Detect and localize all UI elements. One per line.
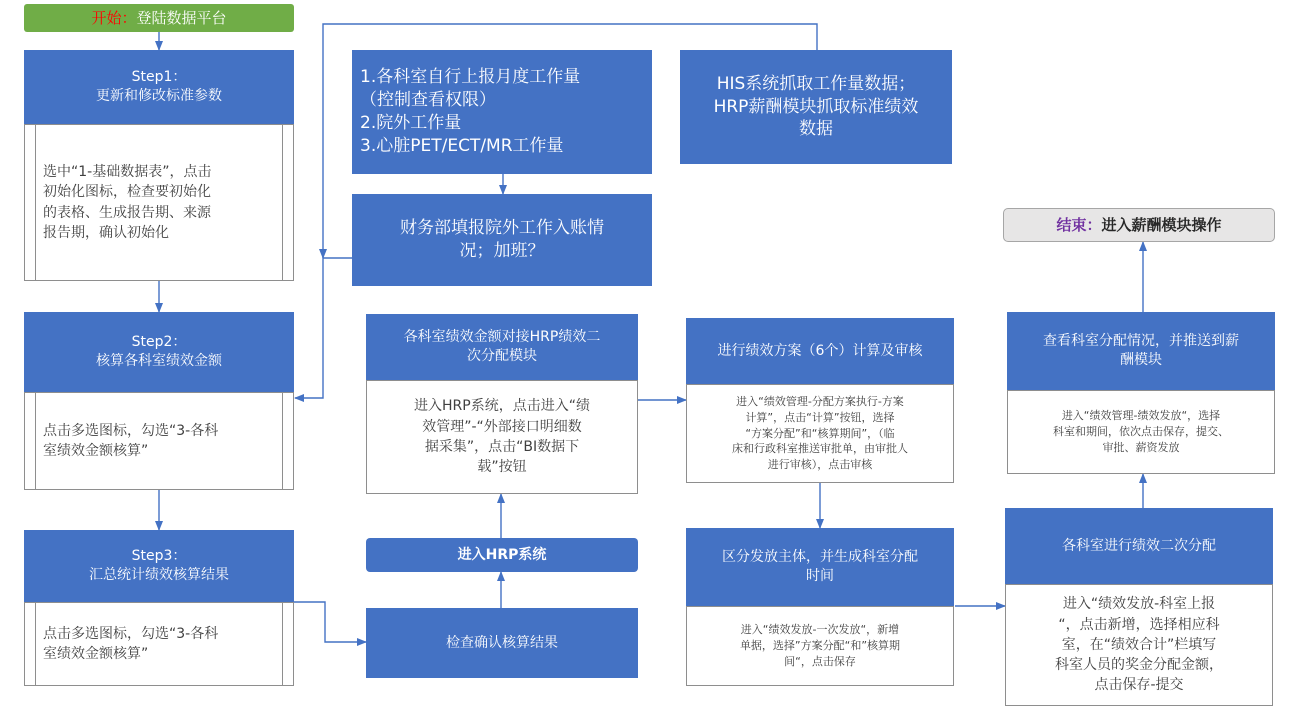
- arrow-finance-to-step2: [295, 258, 352, 398]
- hrpdock-desc-box: [366, 380, 638, 494]
- second-desc-box: [1005, 584, 1273, 706]
- step1-desc-box: [24, 124, 294, 281]
- step2-desc: 点击多选图标，勾选“3-各科 室绩效金额核算”: [43, 422, 219, 459]
- step3-desc-box: [24, 602, 294, 686]
- finance-text: 财务部填报院外工作入账情 况；加班？: [400, 218, 604, 261]
- step3-desc: 点击多选图标，勾选“3-各科 室绩效金额核算”: [43, 625, 219, 662]
- end-text: 进入薪酬模块操作: [1101, 215, 1222, 234]
- check-box: [366, 608, 638, 678]
- calc-desc-box: [686, 384, 954, 483]
- view-title: 查看科室分配情况，并推送到薪 酬模块: [1043, 333, 1239, 368]
- step3-title: Step3： 汇总统计绩效核算结果: [89, 548, 229, 583]
- hrpdock-desc: 进入HRP系统，点击进入“绩 效管理”-“外部接口明细数 据采集”，点击“BI数据下 载”按钮: [414, 398, 590, 476]
- calc-header: [686, 318, 954, 384]
- distinguish-title: 区分发放主体，并生成科室分配 时间: [722, 549, 918, 584]
- finance-box: [352, 194, 652, 286]
- his-box: [680, 50, 952, 164]
- step3-header: [24, 530, 294, 602]
- enter-hrp-box: [366, 538, 638, 572]
- start-text: 登陆数据平台: [136, 8, 227, 27]
- start-prefix: 开始：: [91, 8, 137, 27]
- start-box: [24, 4, 294, 32]
- his-text: HIS系统抓取工作量数据； HRP薪酬模块抓取标准绩效 数据: [713, 73, 919, 140]
- workload-box: [352, 50, 652, 174]
- distinguish-desc: 进入“绩效发放-一次发放“，新增 单据，选择”方案分配“和”核算期 间“，点击保存: [739, 623, 901, 668]
- calc-title: 进行绩效方案（6个）计算及审核: [717, 342, 923, 359]
- arrow-step3-to-check: [293, 602, 366, 642]
- step2-header: [24, 312, 294, 392]
- workload-text: 1.各科室自行上报月度工作量 （控制查看权限） 2.院外工作量 3.心脏PET/ECT/MR工作量: [360, 67, 581, 156]
- end-box: [1003, 208, 1275, 242]
- step1-title: Step1： 更新和修改标准参数: [96, 69, 222, 104]
- step2-desc-box: [24, 392, 294, 490]
- calc-desc: 进入“绩效管理-分配方案执行-方案 计算”，点击“计算”按钮，选择 “方案分配”和“核算期间”，（临 床和行政科室推送审批单，由审批人 进行审核），点击审核: [732, 394, 908, 472]
- step1-header: [24, 50, 294, 124]
- distinguish-desc-box: [686, 606, 954, 686]
- check-text: 检查确认核算结果: [446, 634, 558, 651]
- enter-hrp-text: 进入HRP系统: [457, 546, 547, 563]
- second-title: 各科室进行绩效二次分配: [1062, 537, 1216, 554]
- hrpdock-header: [366, 314, 638, 380]
- view-header: [1007, 312, 1275, 390]
- second-header: [1005, 508, 1273, 584]
- view-desc-box: [1007, 390, 1275, 474]
- step1-desc: 选中“1-基础数据表”，点击 初始化图标，检查要初始化 的表格、生成报告期、来源 报告期，确认初始化: [43, 163, 212, 241]
- step2-title: Step2： 核算各科室绩效金额: [96, 334, 222, 369]
- distinguish-header: [686, 528, 954, 606]
- second-desc: 进入“绩效发放-科室上报 “，点击新增，选择相应科 室，在“绩效合计”栏填写 科室人员的奖金分配金额， 点击保存-提交: [1055, 596, 1223, 694]
- hrpdock-title: 各科室绩效金额对接HRP绩效二 次分配模块: [403, 329, 601, 364]
- view-desc: 进入“绩效管理-绩效发放“，选择 科室和期间，依次点击保存，提交、 审批、薪资发放: [1053, 409, 1229, 454]
- end-prefix: 结束：: [1056, 215, 1102, 234]
